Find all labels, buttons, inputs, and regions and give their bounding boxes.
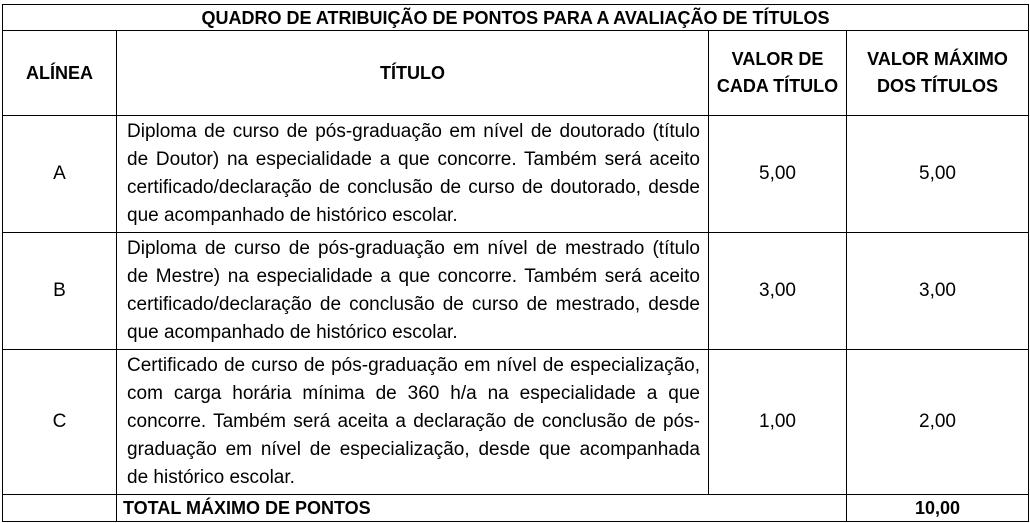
- header-valor-maximo: VALOR MÁXIMO DOS TÍTULOS: [847, 31, 1029, 116]
- row-valor-maximo: 5,00: [847, 116, 1029, 233]
- row-alinea: A: [3, 116, 117, 233]
- total-label: TOTAL MÁXIMO DE PONTOS: [117, 495, 847, 522]
- points-table: [2, 4, 1029, 522]
- row-valor-maximo: 2,00: [847, 350, 1029, 495]
- table-title: QUADRO DE ATRIBUIÇÃO DE PONTOS PARA A AVALIAÇÃO DE TÍTULOS: [3, 5, 1029, 31]
- row-alinea: C: [3, 350, 117, 495]
- row-alinea: B: [3, 233, 117, 350]
- row-valor-cada: 5,00: [709, 116, 847, 233]
- table-row: [3, 116, 1029, 233]
- row-titulo: Certificado de curso de pós-graduação em nível de especialização, com carga horária mínima de 360 h/a na especialidade a que concorre. Também será aceita a declaração de conclusão de pós-graduação em nível de especialização, desde que acompanhada de histórico escolar.: [117, 350, 709, 495]
- row-valor-cada: 3,00: [709, 233, 847, 350]
- total-value: 10,00: [847, 495, 1029, 522]
- total-row: [3, 495, 1029, 522]
- header-valor-cada: VALOR DE CADA TÍTULO: [709, 31, 847, 116]
- total-empty-cell: [3, 495, 117, 522]
- table-title-row: [3, 5, 1029, 31]
- table-row: [3, 350, 1029, 495]
- table-row: [3, 233, 1029, 350]
- row-titulo: Diploma de curso de pós-graduação em nível de doutorado (título de Doutor) na especialidade a que concorre. Também será aceito certificado/declaração de conclusão de curso de doutorado, desde que acompanhado de histórico escolar.: [117, 116, 709, 233]
- header-alinea: ALÍNEA: [3, 31, 117, 116]
- row-valor-maximo: 3,00: [847, 233, 1029, 350]
- row-valor-cada: 1,00: [709, 350, 847, 495]
- header-row: [3, 31, 1029, 116]
- row-titulo: Diploma de curso de pós-graduação em nível de mestrado (título de Mestre) na especialidade a que concorre. Também será aceito certificado/declaração de conclusão de curso de mestrado, desde que acompanhado de histórico escolar.: [117, 233, 709, 350]
- header-titulo: TÍTULO: [117, 31, 709, 116]
